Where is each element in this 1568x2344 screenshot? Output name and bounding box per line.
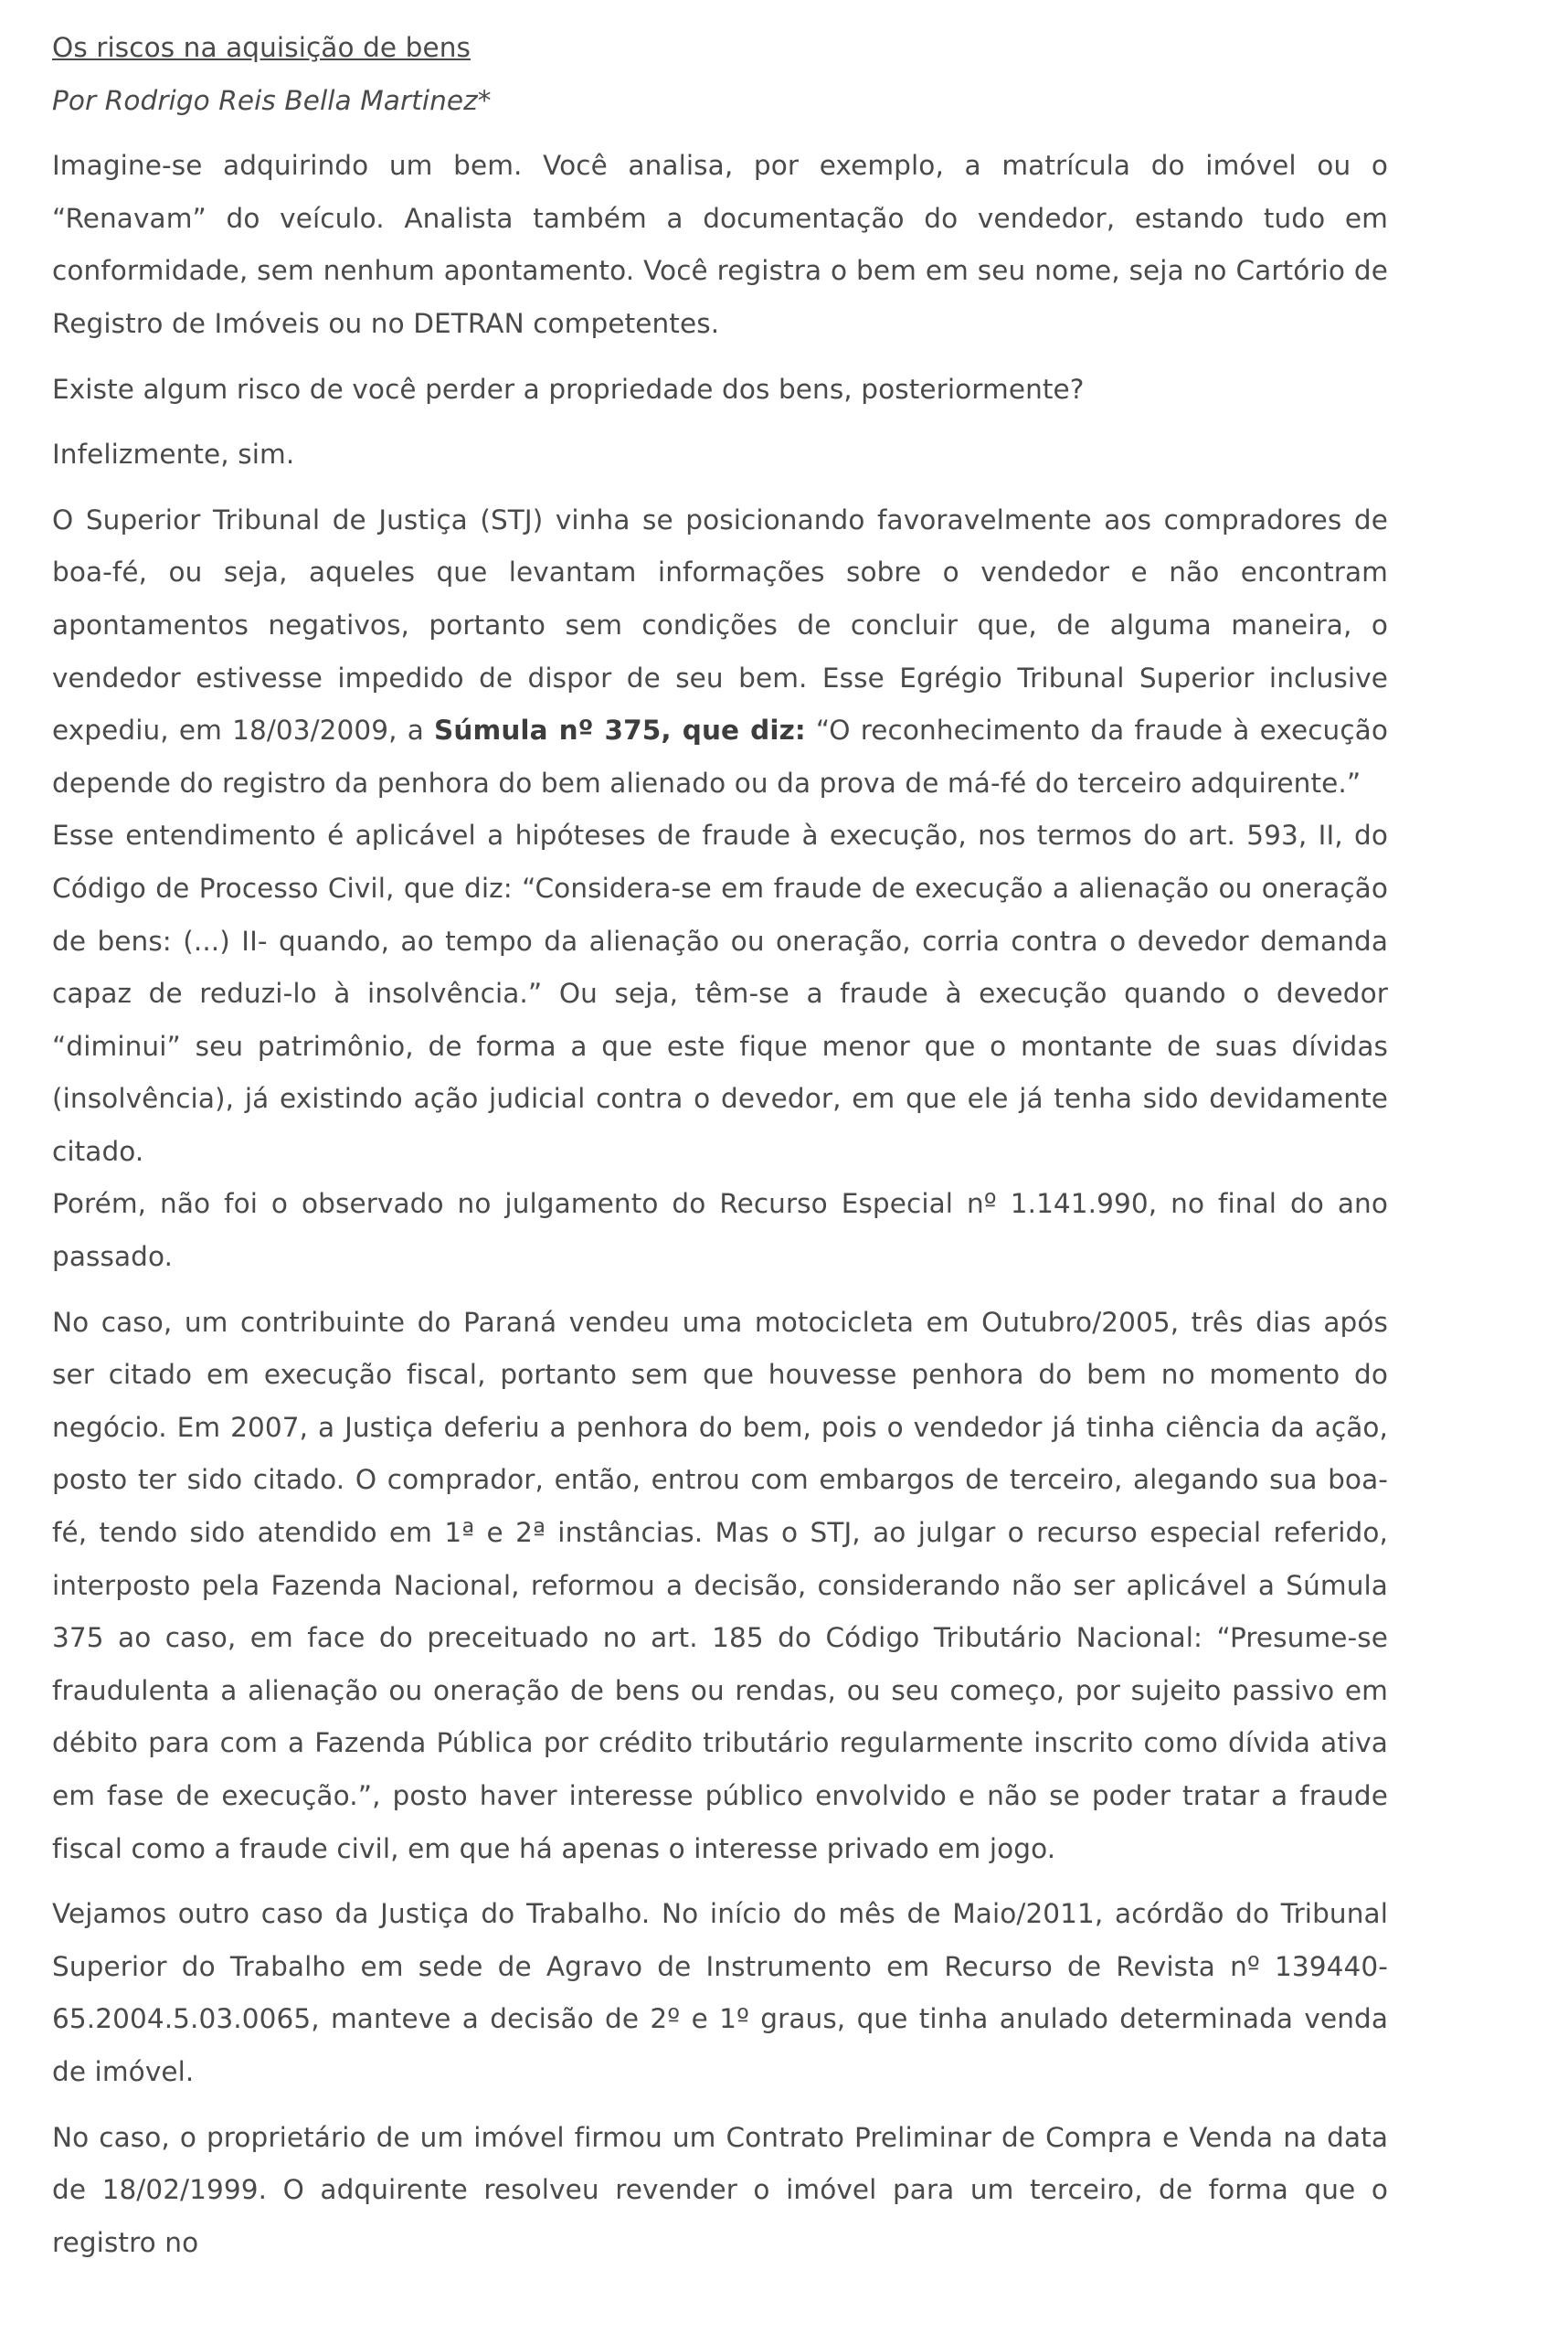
paragraph-4-quote: “O reconhecimento da fraude à execução depende do registro da penhora do bem alienado ou da prova de má-fé do terceiro adquirente.”: [52, 715, 1389, 799]
paragraph-4: [52, 494, 1388, 811]
paragraph-1: Imagine-se adquirindo um bem. Você analisa, por exemplo, a matrícula do imóvel ou o “Renavam” do veículo. Analista também a documentação do vendedor, estando tudo em conformidade, sem nenhum apontamento. Você registra o bem em seu nome, seja no Cartório de Registro de Imóveis ou no DETRAN competentes.: [52, 150, 1388, 339]
sumula-reference: Súmula nº 375, que diz:: [434, 715, 806, 747]
paragraph-2: Existe algum risco de você perder a propriedade dos bens, posteriormente?: [52, 373, 1085, 405]
paragraph-4-intro: O Superior Tribunal de Justiça (STJ) vinha se posicionando favoravelmente aos compradores de boa-fé, ou seja, aqueles que levantam informações sobre o vendedor e não encontram apontamentos negativos, portanto sem condições de concluir que, de alguma maneira, o vendedor estivesse impedido de dispor de seu bem. Esse Egrégio Tribunal Superior inclusive expediu, em 18/03/2009, a: [52, 504, 1388, 747]
paragraph-7: No caso, um contribuinte do Paraná vendeu uma motocicleta em Outubro/2005, três dias após ser citado em execução fiscal, portanto sem que houvesse penhora do bem no momento do negócio. Em 2007, a Justiça deferiu a penhora do bem, pois o vendedor já tinha ciência da ação, posto ter sido citado. O comprador, então, entrou com embargos de terceiro, alegando sua boa-fé, tendo sido atendido em 1ª e 2ª instâncias. Mas o STJ, ao julgar o recurso especial referido, interposto pela Fazenda Nacional, reformou a decisão, considerando não ser aplicável a Súmula 375 ao caso, em face do preceituado no art. 185 do Código Tributário Nacional: “Presume-se fraudulenta a alienação ou oneração de bens ou rendas, ou seu começo, por sujeito passivo em débito para com a Fazenda Pública por crédito tributário regularmente inscrito como dívida ativa em fase de execução.”, posto haver interesse público envolvido e não se poder tratar a fraude fiscal como a fraude civil, em que há apenas o interesse privado em jogo.: [52, 1306, 1388, 1864]
paragraph-9: No caso, o proprietário de um imóvel firmou um Contrato Preliminar de Compra e Venda na data de 18/02/1999. O adquirente resolveu revender o imóvel para um terceiro, de forma que o registro no: [52, 2121, 1388, 2258]
paragraph-3: Infelizmente, sim.: [52, 439, 295, 471]
article: [52, 22, 1388, 2282]
article-author: Por Rodrigo Reis Bella Martinez*: [52, 84, 492, 116]
article-title: Os riscos na aquisição de bens: [52, 32, 471, 63]
paragraph-8: Vejamos outro caso da Justiça do Trabalho. No início do mês de Maio/2011, acórdão do Tribunal Superior do Trabalho em sede de Agravo de Instrumento em Recurso de Revista nº 139440-65.2004.5.03.0065, manteve a decisão de 2º e 1º graus, que tinha anulado determinada venda de imóvel.: [52, 1898, 1388, 2087]
paragraph-6: Porém, não foi o observado no julgamento do Recurso Especial nº 1.141.990, no final do ano passado.: [52, 1188, 1388, 1273]
paragraph-5: Esse entendimento é aplicável a hipóteses de fraude à execução, nos termos do art. 593, II, do Código de Processo Civil, que diz: “Considera-se em fraude de execução a alienação ou oneração de bens: (...) II- quando, ao tempo da alienação ou oneração, corria contra o devedor demanda capaz de reduzi-lo à insolvência.” Ou seja, têm-se a fraude à execução quando o devedor “diminui” seu patrimônio, de forma a que este fique menor que o montante de suas dívidas (insolvência), já existindo ação judicial contra o devedor, em que ele já tenha sido devidamente citado.: [52, 820, 1388, 1167]
